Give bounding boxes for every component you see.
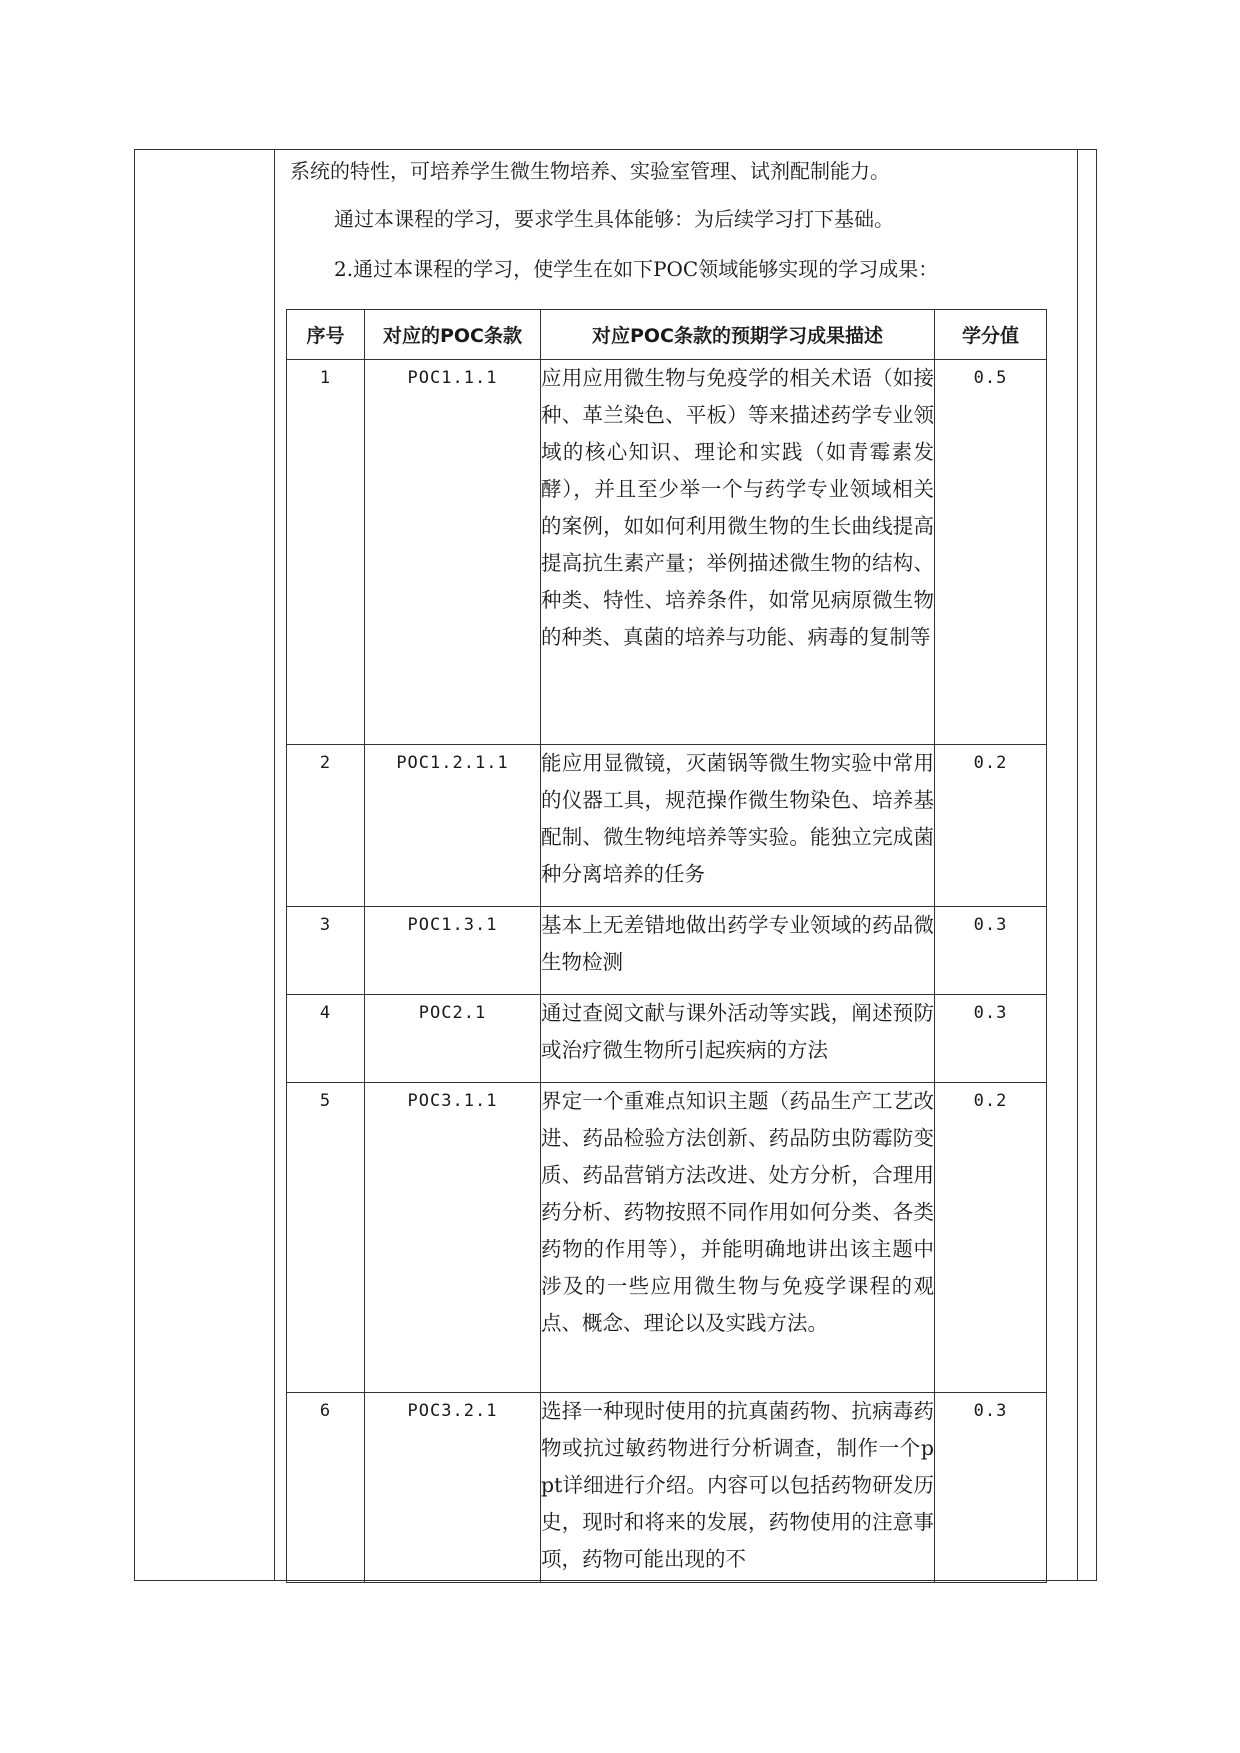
row-credit: 0.2 (935, 1083, 1047, 1393)
row-serial-number: 6 (287, 1393, 365, 1583)
row-credit: 0.2 (935, 745, 1047, 907)
row-poc-code: POC2.1 (365, 995, 541, 1083)
header-credit-value: 学分值 (935, 310, 1047, 360)
row-poc-code: POC1.2.1.1 (365, 745, 541, 907)
row-poc-code: POC3.2.1 (365, 1393, 541, 1583)
row-serial-number: 5 (287, 1083, 365, 1393)
row-description: 应用应用微生物与免疫学的相关术语（如接种、革兰染色、平板）等来描述药学专业领域的核心知识、理论和实践（如青霉素发酵），并且至少举一个与药学专业领域相关的案例，如如何利用微生物的生长曲线提高提高抗生素产量；举例描述微生物的结构、种类、特性、培养条件，如常见病原微生物的种类、真菌的培养与功能、病毒的复制等 (541, 360, 935, 745)
outer-column-divider-right (1077, 150, 1078, 1580)
table-header-row (287, 310, 1047, 360)
row-poc-code: POC1.1.1 (365, 360, 541, 745)
row-serial-number: 3 (287, 907, 365, 995)
outer-column-divider-left (274, 150, 275, 1580)
header-serial-number: 序号 (287, 310, 365, 360)
row-credit: 0.5 (935, 360, 1047, 745)
poc-outcomes-table (286, 309, 1047, 1583)
row-credit: 0.3 (935, 907, 1047, 995)
row-description: 基本上无差错地做出药学专业领域的药品微生物检测 (541, 907, 935, 995)
row-serial-number: 4 (287, 995, 365, 1083)
row-description: 能应用显微镜，灭菌锅等微生物实验中常用的仪器工具，规范操作微生物染色、培养基配制、微生物纯培养等实验。能独立完成菌种分离培养的任务 (541, 745, 935, 907)
row-serial-number: 2 (287, 745, 365, 907)
header-outcome-description: 对应POC条款的预期学习成果描述 (541, 310, 935, 360)
header-poc-clause: 对应的POC条款 (365, 310, 541, 360)
intro-paragraph-1: 系统的特性，可培养学生微生物培养、实验室管理、试剂配制能力。 (290, 159, 890, 183)
table-row (287, 745, 1047, 907)
table-row (287, 907, 1047, 995)
table-row (287, 1083, 1047, 1393)
row-serial-number: 1 (287, 360, 365, 745)
table-row (287, 360, 1047, 745)
table-row (287, 1393, 1047, 1583)
row-description: 选择一种现时使用的抗真菌药物、抗病毒药物或抗过敏药物进行分析调查，制作一个ppt详细进行介绍。内容可以包括药物研发历史，现时和将来的发展，药物使用的注意事项，药物可能出现的不 (541, 1393, 935, 1583)
row-poc-code: POC1.3.1 (365, 907, 541, 995)
row-description: 通过查阅文献与课外活动等实践，阐述预防或治疗微生物所引起疾病的方法 (541, 995, 935, 1083)
table-row (287, 995, 1047, 1083)
row-credit: 0.3 (935, 995, 1047, 1083)
intro-paragraph-2: 通过本课程的学习，要求学生具体能够：为后续学习打下基础。 (334, 207, 894, 231)
row-credit: 0.3 (935, 1393, 1047, 1583)
row-poc-code: POC3.1.1 (365, 1083, 541, 1393)
intro-paragraph-3: 2.通过本课程的学习，使学生在如下POC领域能够实现的学习成果： (334, 257, 939, 281)
row-description: 界定一个重难点知识主题（药品生产工艺改进、药品检验方法创新、药品防虫防霉防变质、药品营销方法改进、处方分析，合理用药分析、药物按照不同作用如何分类、各类药物的作用等），并能明确地讲出该主题中涉及的一些应用微生物与免疫学课程的观点、概念、理论以及实践方法。 (541, 1083, 935, 1393)
